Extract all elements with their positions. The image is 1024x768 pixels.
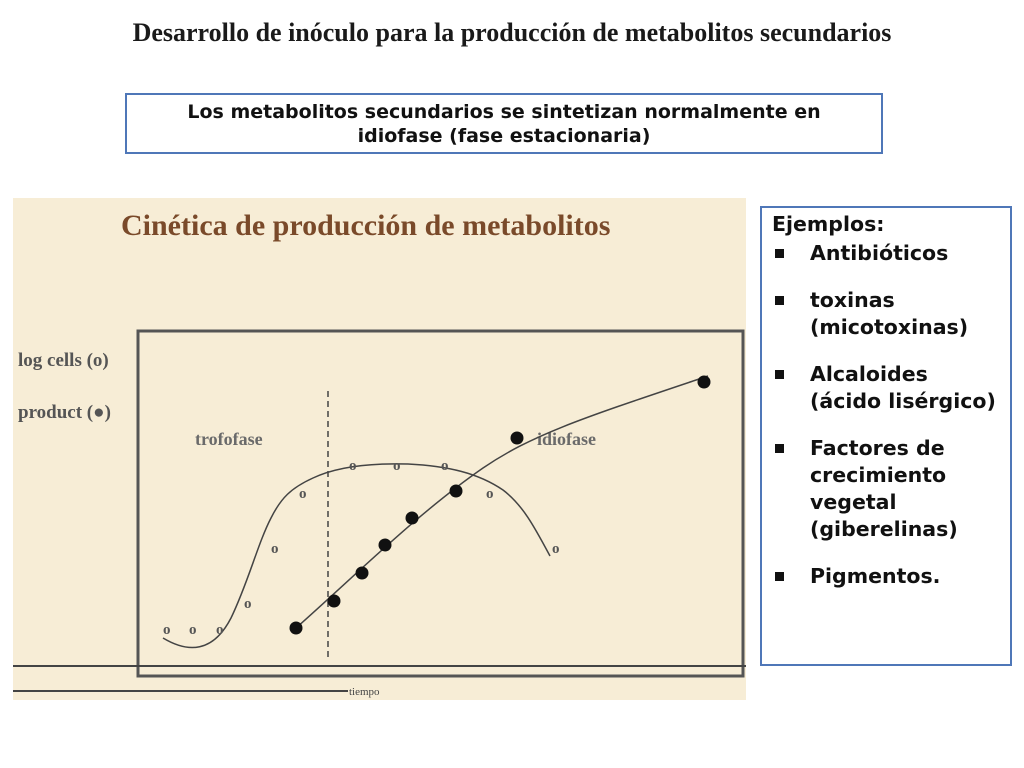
square-bullet-icon [775, 444, 784, 453]
callout-box [125, 93, 883, 154]
square-bullet-icon [775, 296, 784, 305]
cell-marker: o [349, 458, 357, 474]
cell-marker: o [299, 486, 307, 502]
cell-marker: o [552, 541, 560, 557]
product-marker [511, 432, 524, 445]
cell-marker: o [163, 622, 171, 638]
examples-list [772, 240, 1007, 610]
example-item [772, 435, 1007, 543]
slide-title: Desarrollo de inóculo para la producción de metabolitos secundarios [132, 18, 892, 47]
figure-background [13, 198, 746, 700]
callout-line-1: Los metabolitos secundarios se sintetizan normalmente en [187, 100, 821, 123]
kinetics-figure-svg [13, 198, 746, 700]
cell-marker: o [486, 486, 494, 502]
examples-heading: Ejemplos: [772, 212, 885, 236]
example-item [772, 240, 1007, 267]
idiophase-label: idiofase [537, 429, 597, 449]
product-marker [290, 622, 303, 635]
cell-marker: o [244, 596, 252, 612]
callout-text [127, 100, 880, 148]
trophophase-label: trofofase [195, 429, 263, 449]
example-item [772, 287, 1007, 341]
cell-marker: o [393, 458, 401, 474]
product-marker [450, 485, 463, 498]
example-item-text: Pigmentos. [810, 564, 941, 588]
square-bullet-icon [775, 572, 784, 581]
product-marker [328, 595, 341, 608]
cell-marker: o [441, 458, 449, 474]
examples-box [760, 206, 1012, 666]
figure-title: Cinética de producción de metabolitos [121, 209, 611, 242]
product-marker [379, 539, 392, 552]
legend-cells: log cells (o) [18, 350, 109, 371]
example-item-text: toxinas (micotoxinas) [810, 288, 969, 339]
product-marker [406, 512, 419, 525]
example-item [772, 361, 1007, 415]
cell-marker: o [216, 622, 224, 638]
example-item-text: Factores de crecimiento vegetal (giberelinas) [810, 436, 958, 541]
cell-marker: o [271, 541, 279, 557]
square-bullet-icon [775, 370, 784, 379]
legend-product: product (●) [18, 402, 111, 423]
product-marker [698, 376, 711, 389]
product-marker [356, 567, 369, 580]
square-bullet-icon [775, 249, 784, 258]
example-item-text: Alcaloides (ácido lisérgico) [810, 362, 996, 413]
cell-marker: o [189, 622, 197, 638]
kinetics-figure [13, 198, 746, 700]
example-item [772, 563, 1007, 590]
time-axis-label: tiempo [349, 686, 380, 698]
callout-line-2: idiofase (fase estacionaria) [357, 124, 651, 147]
example-item-text: Antibióticos [810, 241, 949, 265]
